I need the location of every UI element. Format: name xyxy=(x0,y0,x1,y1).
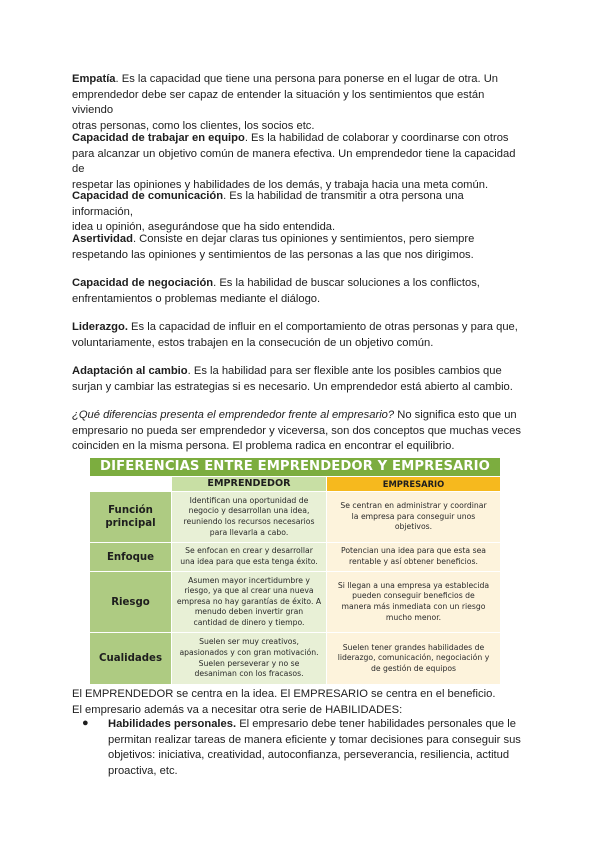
term-asertividad: Asertividad xyxy=(72,233,133,245)
term-negociacion: Capacidad de negociación xyxy=(72,277,214,289)
row-label-riesgo: Riesgo xyxy=(90,572,171,632)
paragraph-negociacion: Capacidad de negociación. Es la habilidad de buscar soluciones a los conflictos, enfrentamientos o problemas mediante el diálogo. xyxy=(72,277,480,305)
table-row xyxy=(90,543,500,571)
cell-emprendedor-enfoque: Se enfocan en crear y desarrollar una idea para que esta tenga éxito. xyxy=(172,543,326,571)
cell-empresario-riesgo: Si llegan a una empresa ya establecida pueden conseguir beneficios de manera más inmediata con un riesgo mucho menor. xyxy=(327,572,500,632)
term-trabajo-equipo: Capacidad de trabajar en equipo xyxy=(72,132,245,144)
term-empatia: Empatía xyxy=(72,73,116,85)
table-row xyxy=(90,492,500,542)
paragraph-diferencias: ¿Qué diferencias presenta el emprendedor frente al empresario? No significa esto que un empresario no pueda ser emprendedor y viceversa, son dos conceptos que muchas veces coinciden en la misma persona. El problema radica en encontrar el equilibrio. xyxy=(72,409,521,453)
cell-empresario-cualidades: Suelen tener grandes habilidades de liderazgo, comunicación, negociación y de gestión de equipos xyxy=(327,633,500,684)
bullet-icon: ● xyxy=(82,717,89,729)
paragraph-liderazgo: Liderazgo. Es la capacidad de influir en el comportamiento de otras personas y para que, voluntariamente, estos trabajen en la consecución de un objetivo común. xyxy=(72,321,518,349)
paragraph-comunicacion: Capacidad de comunicación. Es la habilidad de transmitir a otra persona una información, idea u opinión, asegurándose que ha sido entendida. xyxy=(72,190,464,234)
paragraph-asertividad: Asertividad. Consiste en dejar claras tus opiniones y sentimientos, pero siempre respetando las opiniones y sentimientos de las personas a las que nos dirigimos. xyxy=(72,233,475,261)
term-liderazgo: Liderazgo. xyxy=(72,321,128,333)
table-row xyxy=(90,572,500,632)
row-label-enfoque: Enfoque xyxy=(90,543,171,571)
row-label-cualidades: Cualidades xyxy=(90,633,171,684)
row-label-funcion-principal: Función principal xyxy=(90,492,171,542)
term-habilidades-personales: Habilidades personales. xyxy=(108,718,237,730)
cell-emprendedor-cualidades: Suelen ser muy creativos, apasionados y con gran motivación. Suelen perseverar y no se desaniman con los fracasos. xyxy=(172,633,326,684)
differences-table xyxy=(90,458,500,684)
term-comunicacion: Capacidad de comunicación xyxy=(72,190,224,202)
bullet-habilidades-personales: Habilidades personales. El empresario debe tener habilidades personales que le permitan realizar tareas de manera eficiente y tomar decisiones para conseguir sus objetivos: iniciativa, creatividad, autoconfianza, perseverancia, resiliencia, actitud proactiva, etc. xyxy=(108,718,521,777)
paragraph-trabajo-equipo: Capacidad de trabajar en equipo. Es la habilidad de colaborar y coordinarse con otros para alcanzar un objetivo común de manera efectiva. Un emprendedor tiene la capacidad de respetar las opiniones y habilidades de los demás, y trabaja hacia una meta común. xyxy=(72,132,516,191)
paragraph-after-table: El EMPRENDEDOR se centra en la idea. El EMPRESARIO se centra en el beneficio. El empresario además va a necesitar otra serie de HABILIDADES: xyxy=(72,688,496,716)
column-header-empresario: EMPRESARIO xyxy=(327,477,500,491)
cell-emprendedor-funcion: Identifican una oportunidad de negocio y desarrollan una idea, reuniendo los recursos necesarios para llevarla a cabo. xyxy=(172,492,326,542)
cell-emprendedor-riesgo: Asumen mayor incertidumbre y riesgo, ya que al crear una nueva empresa no hay garantías de éxito. A menudo deben invertir gran cantidad de dinero y tiempo. xyxy=(172,572,326,632)
table-title: DIFERENCIAS ENTRE EMPRENDEDOR Y EMPRESARIO xyxy=(90,458,500,476)
question-diferencias: ¿Qué diferencias presenta el emprendedor frente al empresario? xyxy=(72,409,395,421)
column-header-emprendedor: EMPRENDEDOR xyxy=(172,477,326,491)
cell-empresario-funcion: Se centran en administrar y coordinar la empresa para conseguir unos objetivos. xyxy=(327,492,500,542)
paragraph-adaptacion: Adaptación al cambio. Es la habilidad para ser flexible ante los posibles cambios que surjan y cambiar las estrategias si es necesario. Un emprendedor está abierto al cambio. xyxy=(72,365,513,393)
term-adaptacion: Adaptación al cambio xyxy=(72,365,188,377)
cell-empresario-enfoque: Potencian una idea para que esta sea rentable y así obtener beneficios. xyxy=(327,543,500,571)
table-row xyxy=(90,633,500,684)
paragraph-empatia: Empatía. Es la capacidad que tiene una persona para ponerse en el lugar de otra. Un emprendedor debe ser capaz de entender la situación y los sentimientos que están viviendo otras personas, como los clientes, los socios etc. xyxy=(72,73,499,132)
